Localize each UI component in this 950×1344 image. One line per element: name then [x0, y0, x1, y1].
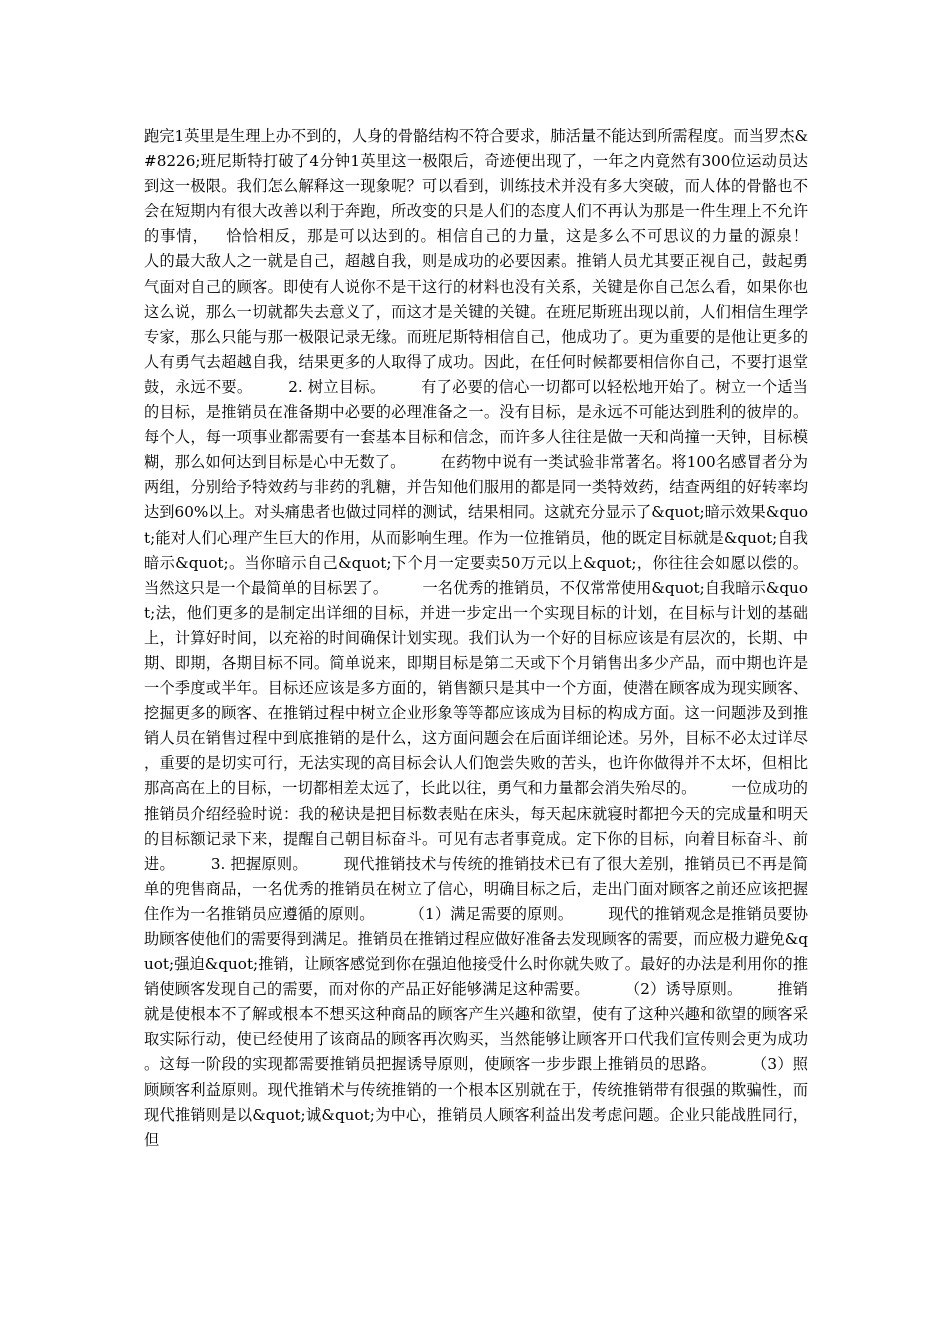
- body-text: 跑完1英里是生理上办不到的，人身的骨骼结构不符合要求，肺活量不能达到所需程度。而当罗杰&#8226;班尼斯特打破了4分钟1英里这一极限后，奇迹便出现了，一年之内竟然有300位运动员达到这一极限。我们怎么解释这一现象呢？可以看到，训练技术并没有多大突破，而人体的骨骼也不会在短期内有很大改善以利于奔跑，所改变的只是人们的态度人们不再认为那是一件生理上不允许的事情， 恰恰相反，那是可以达到的。相信自己的力量，这是多么不可思议的力量的源泉！ 人的最大敌人之一就是自己，超越自我，则是成功的必要因素。推销人员尤其要正视自己，鼓起勇气面对自己的顾客。即使有人说你不是干这行的材料也没有关系，关键是你自己怎么看，如果你也这么说，那么一切就都失去意义了，而这才是关键的关键。在班尼斯班出现以前，人们相信生理学专家，那么只能与那一极限记录无缘。而班尼斯特相信自己，他成功了。更为重要的是他让更多的人有勇气去超越自我，结果更多的人取得了成功。因此，在任何时候都要相信你自己，不要打退堂鼓，永远不要。 2. 树立目标。 有了必要的信心一切都可以轻松地开始了。树立一个适当的目标，是推销员在准备期中必要的必理准备之一。没有目标，是永远不可能达到胜利的彼岸的。每个人，每一项事业都需要有一套基本目标和信念，而许多人往往是做一天和尚撞一天钟，目标模糊，那么如何达到目标是心中无数了。 在药物中说有一类试验非常著名。将100名感冒者分为两组，分别给予特效药与非药的乳糖，并告知他们服用的都是同一类特效药，结查两组的好转率均达到60%以上。对头痛患者也做过同样的测试，结果相同。这就充分显示了&quot;暗示效果&quot;能对人们心理产生巨大的作用，从而影响生理。作为一位推销员，他的既定目标就是&quot;自我暗示&quot;。当你暗示自己&quot;下个月一定要卖50万元以上&quot;，你往往会如愿以偿的。当然这只是一个最简单的目标罢了。 一名优秀的推销员，不仅常常使用&quot;自我暗示&quot;法，他们更多的是制定出详细的目标，并进一步定出一个实现目标的计划，在目标与计划的基础上，计算好时间，以充裕的时间确保计划实现。我们认为一个好的目标应该是有层次的，长期、中期、即期，各期目标不同。简单说来，即期目标是第二天或下个月销售出多少产品，而中期也许是一个季度或半年。目标还应该是多方面的，销售额只是其中一个方面，使潜在顾客成为现实顾客、挖掘更多的顾客、在推销过程中树立企业形象等等都应该成为目标的构成方面。这一问题涉及到推销人员在销售过程中到底推销的是什么，这方面问题会在后面详细论述。另外，目标不必太过详尽，重要的是切实可行，无法实现的高目标会认人们饱尝失败的苦头，也许你做得并不太坏，但相比那高高在上的目标，一切都相差太远了，长此以往，勇气和力量都会消失殆尽的。 一位成功的推销员介绍经验时说：我的秘诀是把目标数表贴在床头，每天起床就寝时都把今天的完成量和明天的目标额记录下来，提醒自己朝目标奋斗。可见有志者事竟成。定下你的目标，向着目标奋斗、前进。 3. 把握原则。 现代推销技术与传统的推销技术已有了很大差别，推销员已不再是简单的兜售商品，一名优秀的推销员在树立了信心，明确目标之后，走出门面对顾客之前还应该把握住作为一名推销员应遵循的原则。 （1）满足需要的原则。 现代的推销观念是推销员要协助顾客使他们的需要得到满足。推销员在推销过程应做好准备去发现顾客的需要，而应极力避免&quot;强迫&quot;推销，让顾客感觉到你在强迫他接受什么时你就失败了。最好的办法是利用你的推销使顾客发现自己的需要，而对你的产品正好能够满足这种需要。 （2）诱导原则。 推销就是使根本不了解或根本不想买这种商品的顾客产生兴趣和欲望，使有了这种兴趣和欲望的顾客采取实际行动，使已经使用了该商品的顾客再次购买，当然能够让顾客开口代我们宣传则会更为成功。这每一阶段的实现都需要推销员把握诱导原则，使顾客一步步跟上推销员的思路。 （3）照顾顾客利益原则。现代推销术与传统推销的一个根本区别就在于，传统推销带有很强的欺骗性，而现代推销则是以&quot;诚&quot;为中心，推销员人顾客利益出发考虑问题。企业只能战胜同行，但: [144, 127, 842, 1149]
